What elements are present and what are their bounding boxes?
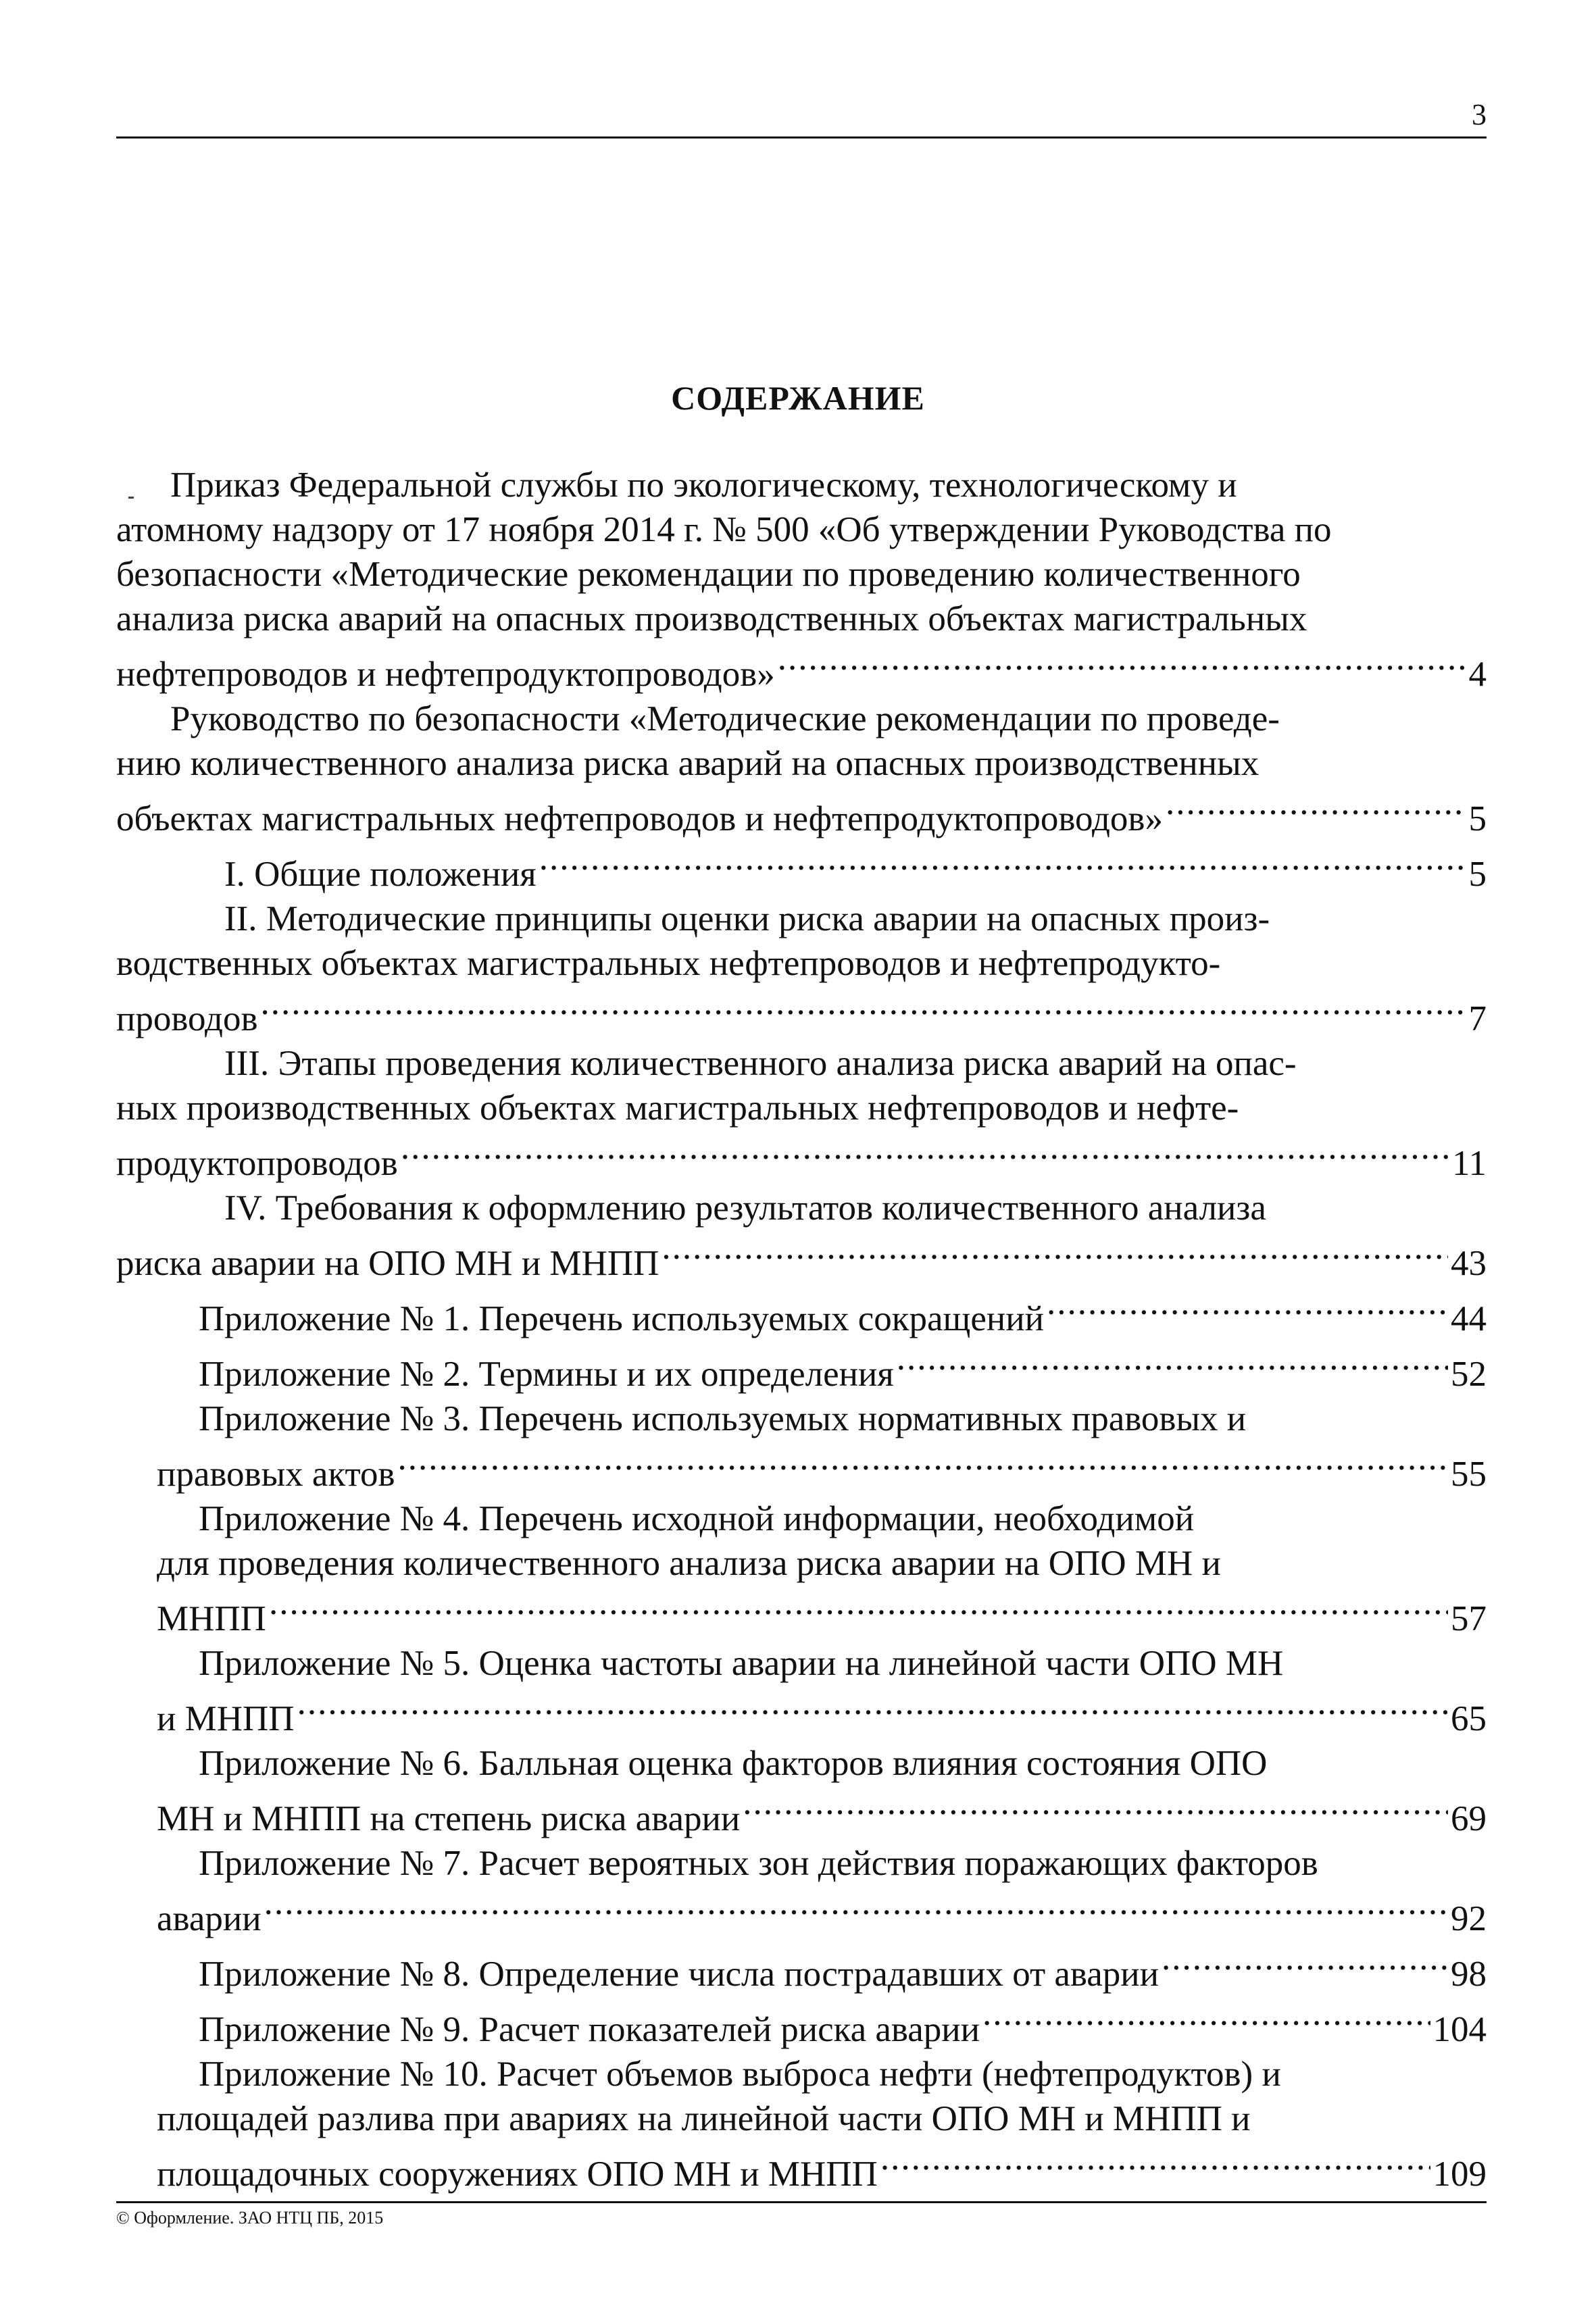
footer-rule [116,2201,1487,2203]
toc-page-number: 65 [1451,1699,1487,1738]
toc-entry-appendix-6[interactable] [157,1741,1487,1841]
toc-entry-line: нию количественного анализа риска аварий на опасных производственных [116,744,1260,783]
toc-entry-title-tail: площадочных сооружениях ОПО МН и МНПП [157,2155,878,2194]
toc-entry-appendix-5[interactable] [157,1641,1487,1741]
dot-leader [264,1886,1448,1930]
toc-entry-line: площадей разлива при авариях на линейной части ОПО МН и МНПП и [157,2099,1251,2138]
dot-leader [1047,1286,1448,1330]
toc-entry-title-tail: Приложение № 1. Перечень используемых сокращений [199,1299,1044,1338]
toc-entry-line: Приказ Федеральной службы по экологическому, технологическому и [170,466,1237,505]
toc-page-number: 55 [1451,1455,1487,1494]
toc-entry-appendix-1[interactable] [157,1286,1487,1341]
toc-entry-line: Приложение № 6. Балльная оценка факторов влияния состояния ОПО [199,1744,1268,1783]
toc-entry-appendix-7[interactable] [157,1841,1487,1941]
toc-page-number: 5 [1468,855,1487,894]
toc-page-number: 4 [1468,655,1487,694]
toc-entry-line: водственных объектах магистральных нефтепроводов и нефтепродукто- [116,944,1221,983]
toc-entry-title-tail: объектах магистральных нефтепроводов и нефтепродуктопроводов» [116,799,1163,838]
toc-entry-line: Приложение № 3. Перечень используемых нормативных правовых и [199,1399,1247,1438]
toc-entry-title-tail: риска аварии на ОПО МН и МНПП [116,1244,659,1283]
toc-entry-title-tail: и МНПП [157,1699,295,1738]
toc-entry-title-tail: Приложение № 8. Определение числа пострадавших от аварии [199,1955,1159,1994]
toc-page-number: 69 [1451,1799,1487,1838]
toc-entry-line: IV. Требования к оформлению результатов количественного анализа [224,1188,1266,1228]
toc-entry-line: ных производственных объектах магистральных нефтепроводов и нефте- [116,1088,1239,1128]
toc-entry-title-tail: Приложение № 2. Термины и их определения [199,1355,894,1394]
dot-leader [982,1996,1430,2041]
dot-leader [778,641,1466,686]
toc-entry-appendix-10[interactable] [157,2052,1487,2196]
toc-entry-title-tail: Приложение № 9. Расчет показателей риска аварии [199,2010,980,2049]
dot-leader [269,1586,1448,1630]
toc-entry-section-1[interactable] [116,841,1487,897]
footer-copyright: © Оформление. ЗАО НТЦ ПБ, 2015 [116,2208,384,2228]
toc-page-number: 92 [1451,1899,1487,1938]
page-number: 3 [1472,98,1487,131]
toc-page-number: 98 [1451,1955,1487,1994]
toc-entry-line: для проведения количественного анализа риска аварии на ОПО МН и [157,1544,1221,1583]
toc-entry-section-2[interactable] [116,897,1487,1041]
toc-page-number: 5 [1468,799,1487,838]
dot-leader [897,1341,1448,1386]
dot-leader [261,986,1466,1030]
toc-page-number: 52 [1451,1355,1487,1394]
toc-entry-section-3[interactable] [116,1041,1487,1186]
toc-entry-line: анализа риска аварий на опасных производственных объектах магистральных [116,599,1307,638]
toc-page-number: 43 [1451,1244,1487,1283]
page-title: СОДЕРЖАНИЕ [671,379,925,417]
dot-leader [1162,1941,1448,1986]
toc-entry-line: Приложение № 5. Оценка частоты аварии на линейной части ОПО МН [199,1644,1284,1683]
dot-leader [398,1441,1449,1486]
dot-leader [662,1230,1448,1275]
dot-leader [880,2141,1430,2186]
toc-entry-guide[interactable] [116,697,1487,841]
toc-entry-title-tail: проводов [116,999,258,1038]
toc-page-number: 44 [1451,1299,1487,1338]
dot-leader [1166,786,1466,830]
table-of-contents [116,463,1487,2196]
toc-entry-appendix-9[interactable] [157,1996,1487,2052]
toc-entry-title-tail: МНПП [157,1599,266,1638]
toc-page-number: 11 [1451,1144,1487,1183]
toc-entry-line: III. Этапы проведения количественного анализа риска аварий на опас- [224,1044,1297,1083]
dot-leader [297,1686,1448,1730]
toc-entry-title-tail: правовых актов [157,1455,395,1494]
toc-entry-title-tail: продуктопроводов [116,1144,398,1183]
header-rule [116,136,1487,139]
toc-entry-appendix-2[interactable] [157,1341,1487,1397]
dot-leader [539,841,1466,886]
toc-page-number: 109 [1432,2155,1487,2194]
toc-page-number: 7 [1468,999,1487,1038]
toc-page-number: 104 [1432,2010,1487,2049]
dot-leader [401,1130,1449,1175]
toc-entry-line: атомному надзору от 17 ноября 2014 г. № 500 «Об утверждении Руководства по [116,510,1332,549]
dot-leader [743,1786,1448,1830]
toc-entry-appendix-3[interactable] [157,1397,1487,1496]
toc-entry-line: Приложение № 7. Расчет вероятных зон действия поражающих факторов [199,1844,1318,1883]
toc-entry-line: II. Методические принципы оценки риска аварии на опасных произ- [224,899,1270,938]
toc-entry-title-tail: нефтепроводов и нефтепродуктопроводов» [116,655,775,694]
toc-entry-appendix-4[interactable] [157,1496,1487,1641]
toc-entry-line: Приложение № 10. Расчет объемов выброса нефти (нефтепродуктов) и [199,2055,1281,2094]
toc-entry-order[interactable] [116,463,1487,697]
toc-entry-title-tail: аварии [157,1899,261,1938]
toc-entry-appendix-8[interactable] [157,1941,1487,1996]
toc-entry-line: безопасности «Методические рекомендации по проведению количественного [116,555,1301,594]
toc-entry-title-tail: I. Общие положения [224,855,537,894]
toc-entry-section-4[interactable] [116,1186,1487,1286]
toc-entry-line: Руководство по безопасности «Методические рекомендации по проведе- [170,699,1280,738]
toc-entry-line: Приложение № 4. Перечень исходной информации, необходимой [199,1499,1195,1538]
toc-entry-title-tail: МН и МНПП на степень риска аварии [157,1799,741,1838]
toc-page-number: 57 [1451,1599,1487,1638]
